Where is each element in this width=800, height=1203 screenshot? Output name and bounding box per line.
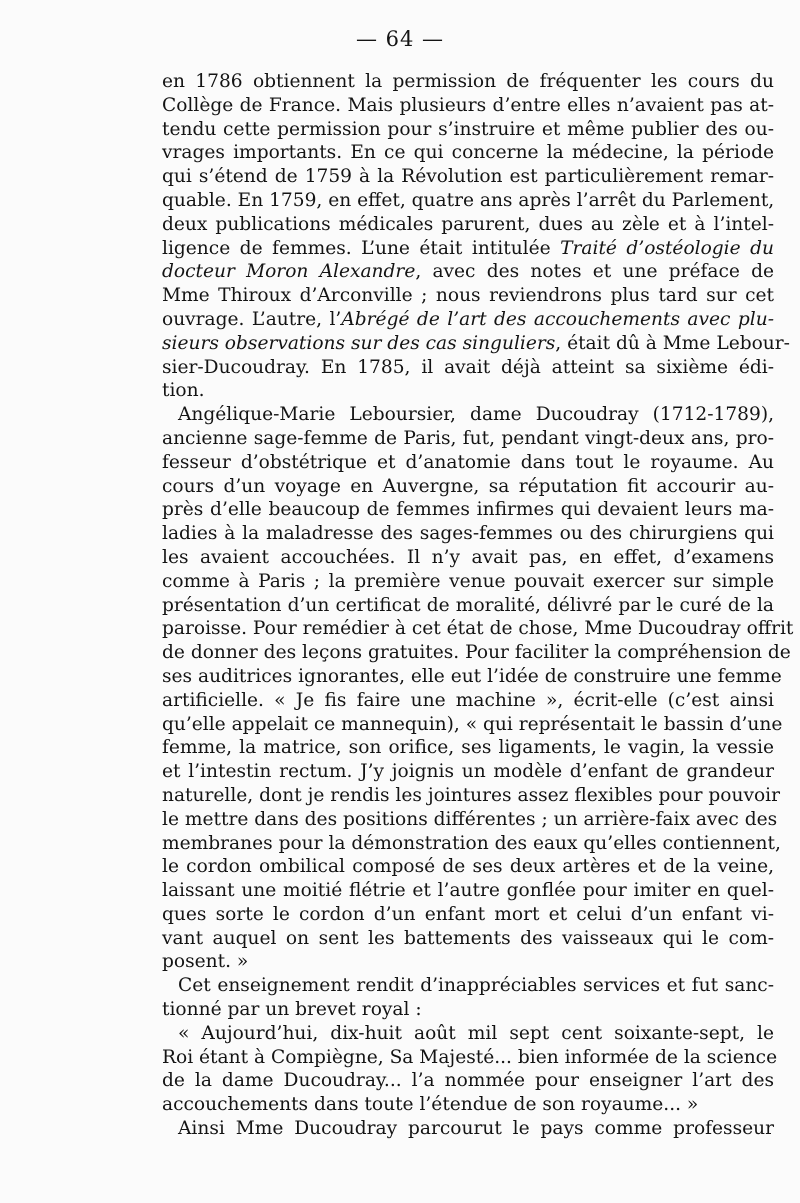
line-text: paroisse. Pour remédier à cet état de chose, Mme Ducoudray offrit (162, 618, 794, 640)
text-line (162, 475, 774, 499)
text-line (162, 498, 774, 522)
text-line (162, 118, 774, 142)
text-line (162, 451, 774, 475)
text-line (162, 736, 774, 760)
line-text: de donner des leçons gratuites. Pour faciliter la compréhension de (162, 642, 791, 664)
line-text: vant auquel on sent les battements des vaisseaux qui le com- (162, 927, 774, 949)
line-text: accouchements dans toute l’étendue de son royaume... » (162, 1094, 699, 1116)
text-line (162, 237, 774, 261)
line-text: tion. (162, 380, 205, 402)
text-line (162, 1117, 774, 1141)
line-text: sier-Ducoudray. En 1785, il avait déjà atteint sa sixième édi- (162, 356, 774, 378)
text-line (162, 284, 774, 308)
line-text: cours d’un voyage en Auvergne, sa réputation fit accourir au- (162, 475, 774, 497)
text-line (162, 641, 791, 665)
text-line (162, 141, 774, 165)
text-line (162, 950, 774, 974)
line-text: le cordon ombilical composé de ses deux artères et de la veine, (162, 856, 774, 878)
text-line (162, 308, 774, 332)
line-text: en 1786 obtiennent la permission de fréquenter les cours du (162, 71, 774, 92)
line-text: ques sorte le cordon d’un enfant mort et celui d’un enfant vi- (162, 903, 774, 925)
text-line (162, 546, 774, 570)
text-line (162, 879, 774, 903)
line-text: artificielle. « Je fis faire une machine », écrit-elle (c’est ainsi (162, 689, 774, 711)
line-text: , était dû à Mme Lebour- (555, 332, 790, 354)
text-line (162, 760, 774, 784)
line-text: « Aujourd’hui, dix-huit août mil sept cent soixante-sept, le (178, 1022, 774, 1044)
line-text: qu’elle appelait ce mannequin), « qui représentait le bassin d’une (162, 713, 783, 735)
text-line (162, 832, 781, 856)
italic-title-text: Traité d’ostéologie du (560, 237, 774, 259)
text-line (162, 165, 774, 189)
line-text: ligence de femmes. L’une était intitulée (162, 237, 561, 259)
line-text: posent. » (162, 951, 249, 973)
text-line (162, 617, 794, 641)
text-line (162, 1046, 778, 1070)
line-text: ancienne sage-femme de Paris, fut, pendant vingt-deux ans, pro- (162, 427, 774, 449)
text-line (162, 356, 774, 380)
line-text: qui s’étend de 1759 à la Révolution est particulièrement remar- (162, 166, 774, 188)
text-line (162, 1022, 774, 1046)
text-line (162, 784, 780, 808)
page-number: — 64 — (355, 27, 445, 51)
text-line (162, 332, 790, 356)
text-line (162, 94, 774, 118)
line-text: Roi étant à Compiègne, Sa Majesté... bien informée de la science (162, 1046, 778, 1068)
italic-title-text: Abrégé de l’art des accouchements avec plu- (341, 308, 774, 330)
line-text: ladies à la maladresse des sages-femmes ou des chirurgiens qui (162, 523, 774, 545)
text-line (162, 903, 774, 927)
line-text: quable. En 1759, en effet, quatre ans après l’arrêt du Parlement, (162, 189, 775, 211)
text-line (162, 189, 774, 213)
text-line (162, 808, 778, 832)
text-line (162, 713, 783, 737)
line-text: le mettre dans des positions différentes ; un arrière-faix avec des (162, 808, 778, 830)
text-line (162, 403, 774, 427)
line-text: de la dame Ducoudray... l’a nommée pour enseigner l’art des (162, 1070, 774, 1092)
italic-title-text: sieurs observations sur des cas singuliers (162, 332, 556, 354)
text-line (162, 260, 774, 284)
line-text: Mme Thiroux d’Arconville ; nous reviendrons plus tard sur cet (162, 285, 774, 307)
text-line (162, 594, 774, 618)
line-text: Ainsi Mme Ducoudray parcourut le pays comme professeur (178, 1118, 774, 1140)
line-text: ses auditrices ignorantes, elle eut l’idée de construire une femme (162, 665, 782, 687)
line-text: Collège de France. Mais plusieurs d’entre elles n’avaient pas at- (162, 94, 774, 116)
line-text: et l’intestin rectum. J’y joignis un modèle d’enfant de grandeur (162, 761, 774, 783)
line-text: tionné par un brevet royal : (162, 999, 422, 1021)
line-text: comme à Paris ; la première venue pouvait exercer sur simple (162, 570, 774, 592)
text-line (162, 974, 774, 998)
line-text: , avec des notes et une préface de (415, 261, 774, 283)
line-text: Cet enseignement rendit d’inappréciables services et fut sanc- (178, 975, 774, 997)
text-line (162, 1093, 774, 1117)
text-line (162, 379, 774, 403)
text-line (162, 665, 782, 689)
line-text: les avaient accouchées. Il n’y avait pas, en effet, d’examens (162, 546, 774, 568)
body-text (162, 70, 794, 1141)
line-text: naturelle, dont je rendis les jointures assez flexibles pour pouvoir (162, 784, 780, 806)
text-line (162, 689, 774, 713)
text-line (162, 213, 774, 237)
line-text: ouvrage. L’autre, l’ (162, 308, 342, 330)
italic-title-text: docteur Moron Alexandre (162, 261, 416, 283)
line-text: laissant une moitié flétrie et l’autre gonflée pour imiter en quel- (162, 880, 774, 902)
text-line (162, 855, 774, 879)
line-text: membranes pour la démonstration des eaux qu’elles contiennent, (162, 832, 781, 854)
line-text: présentation d’un certificat de moralité, délivré par le curé de la (162, 594, 774, 616)
text-line (162, 927, 774, 951)
text-line (162, 998, 774, 1022)
text-line (162, 1069, 774, 1093)
line-text: fesseur d’obstétrique et d’anatomie dans tout le royaume. Au (162, 451, 774, 473)
line-text: deux publications médicales parurent, dues au zèle et à l’intel- (162, 213, 774, 235)
text-line (162, 427, 774, 451)
line-text: Angélique-Marie Leboursier, dame Ducoudray (1712-1789), (178, 404, 774, 426)
text-line (162, 570, 774, 594)
text-line (162, 70, 774, 94)
line-text: près d’elle beaucoup de femmes infirmes qui devaient leurs ma- (162, 499, 774, 521)
text-line (162, 522, 774, 546)
line-text: femme, la matrice, son orifice, ses ligaments, le vagin, la vessie (162, 737, 774, 759)
line-text: vrages importants. En ce qui concerne la médecine, la période (162, 142, 774, 164)
line-text: tendu cette permission pour s’instruire et même publier des ou- (162, 118, 774, 140)
